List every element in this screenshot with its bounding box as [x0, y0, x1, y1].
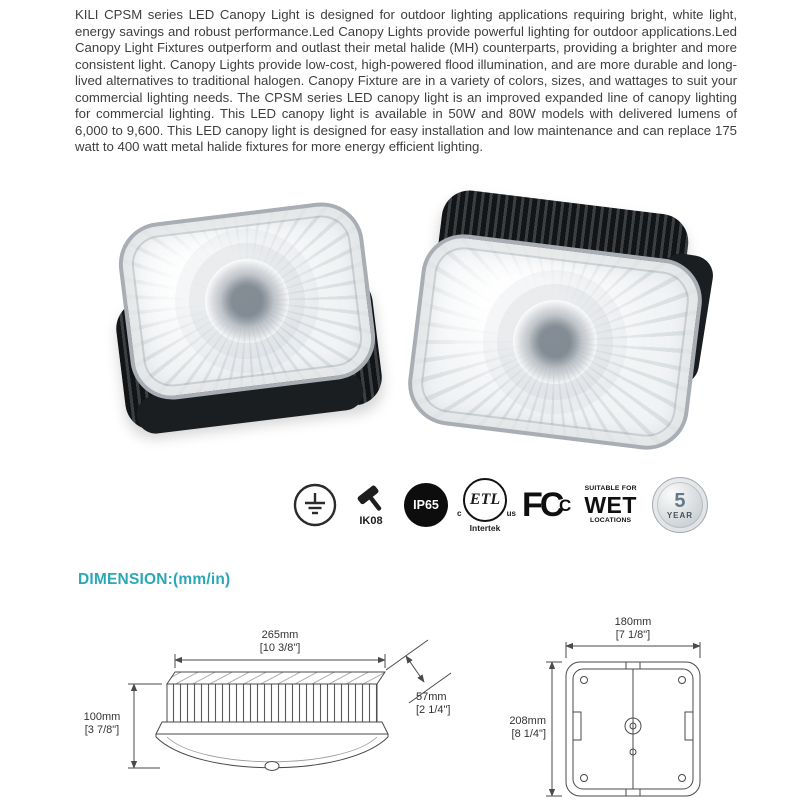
five-year-warranty-badge — [652, 477, 708, 533]
etl-us-label: us — [506, 508, 516, 518]
etl-letters: ETL — [469, 490, 501, 508]
side-width-in: [10 3/8"] — [259, 642, 301, 654]
product-description: KILI CPSM series LED Canopy Light is designed for outdoor lighting applications requiring bright, white light, energy savings and robust performance.Led Canopy Lights provide powerful lighting for outdoor applications.Led Canopy Light Fixtures outperform and outlast their metal halide (MH) counterparts, providing a brighter and more consistent light. Canopy Lights provide low-cost, high-powered flood illumination, and are more durable and long-lived alternatives to traditional halogen. Canopy Fixture are in a variety of colors, sizes, and wattages to suit your commercial lighting needs. The CPSM series LED canopy light is an improved expanded line of canopy lighting for commercial lighting. This LED canopy light is available in 50W and 80W models with delivered lumens of 6,000 to 9,600. This LED canopy light is designed for easy installation and low maintenance and can replace 175 watt to 400 watt metal halide fixtures for more energy efficient lighting. — [75, 7, 737, 155]
side-lens-in: [2 1/4"] — [416, 704, 451, 716]
back-dimension-lines — [546, 642, 700, 796]
ip65-label: IP65 — [413, 498, 439, 512]
fixture-side-outline — [156, 672, 388, 771]
back-width-mm: 180mm — [614, 616, 652, 628]
wet-main-label: WET — [584, 491, 637, 518]
intertek-label: Intertek — [469, 522, 501, 533]
etl-circle — [457, 478, 516, 522]
side-height-mm: 100mm — [83, 711, 121, 723]
led-center-optic — [200, 254, 294, 348]
fcc-letters: FC — [522, 486, 562, 524]
wet-bottom-label: LOCATIONS — [589, 516, 632, 524]
wet-location-mark — [584, 486, 637, 525]
product-photo-left — [108, 196, 393, 446]
dimension-heading: DIMENSION:(mm/in) — [78, 571, 231, 588]
wet-top-label: SUITABLE FOR — [584, 484, 637, 492]
fixture-back-outline — [566, 662, 700, 796]
warranty-year-label: YEAR — [666, 510, 694, 520]
ik08-label: IK08 — [359, 514, 383, 527]
warranty-number: 5 — [674, 489, 686, 512]
side-width-mm: 265mm — [261, 629, 299, 641]
side-height-in: [3 7/8"] — [84, 724, 120, 736]
back-width-in: [7 1/8"] — [615, 629, 651, 641]
etl-mark — [457, 478, 516, 533]
canopy-lens — [403, 230, 706, 455]
back-view-drawing — [500, 610, 760, 800]
back-height-mm: 208mm — [509, 715, 546, 727]
ground-earth-icon — [292, 482, 338, 528]
canopy-lens — [114, 198, 380, 405]
side-view-drawing — [72, 610, 472, 800]
ground-mark — [292, 482, 338, 528]
certification-row — [292, 470, 757, 540]
product-photo-right — [408, 188, 708, 448]
hammer-icon — [353, 484, 389, 514]
side-lens-mm: 57mm — [416, 691, 447, 703]
back-height-in: [8 1/4"] — [511, 728, 546, 740]
ik08-mark — [353, 484, 389, 527]
led-center-optic — [508, 295, 602, 389]
etl-c-label: c — [457, 508, 462, 518]
fcc-logo — [522, 486, 572, 524]
fcc-inner-c: C — [559, 495, 572, 515]
ip65-badge — [404, 483, 448, 527]
